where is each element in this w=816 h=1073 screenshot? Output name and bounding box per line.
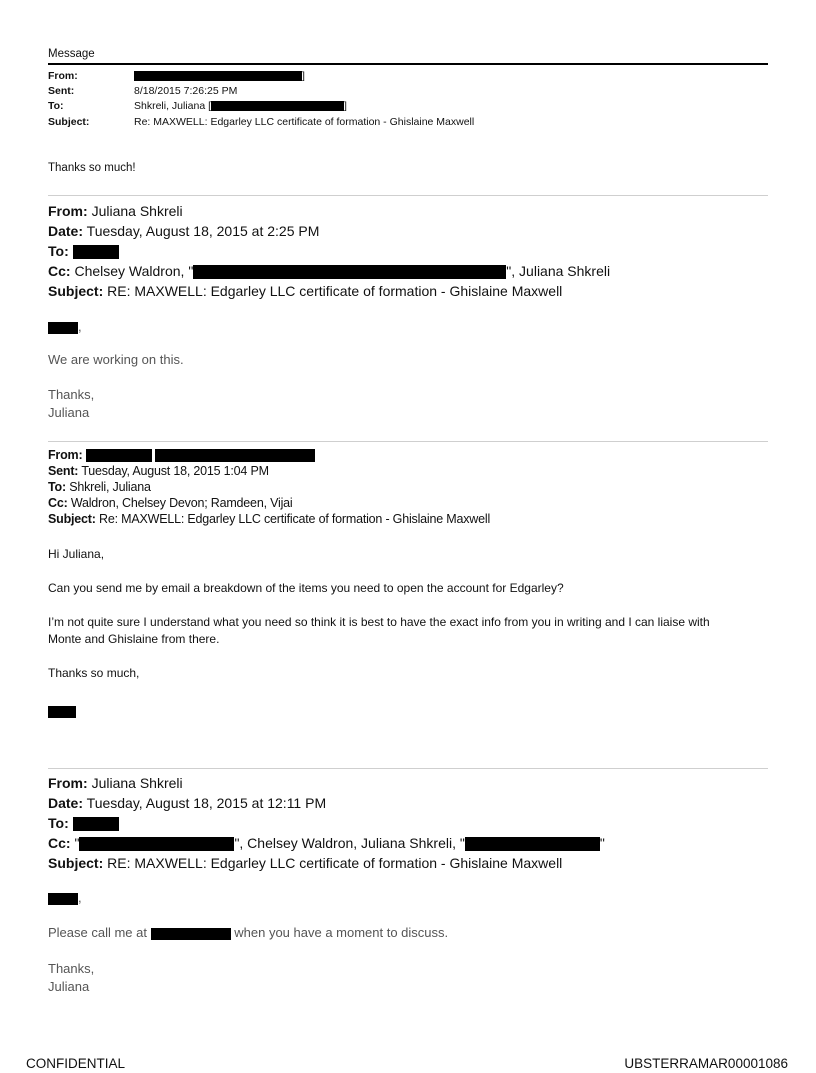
email2-from-label: From: bbox=[48, 203, 88, 219]
email3-cc-label: Cc: bbox=[48, 496, 68, 510]
email4-to-label: To: bbox=[48, 815, 69, 831]
email3-para2-line1: I’m not quite sure I understand what you need so think it is best to have the exact info from you in writing and I can liaise with bbox=[48, 615, 710, 629]
email2-signoff: Thanks, bbox=[48, 387, 95, 402]
email2-to-label: To: bbox=[48, 243, 69, 259]
redaction-bar bbox=[73, 817, 119, 831]
email2-date-label: Date: bbox=[48, 223, 84, 239]
header-from-row bbox=[48, 70, 768, 83]
email4-body-suffix: when you have a moment to discuss. bbox=[234, 925, 449, 940]
email4-subject-value: RE: MAXWELL: Edgarley LLC certificate of formation - Ghislaine Maxwell bbox=[107, 855, 563, 871]
email3-cc-value: Waldron, Chelsey Devon; Ramdeen, Vijai bbox=[70, 496, 293, 510]
redaction-bar bbox=[155, 449, 315, 462]
email3-sent-value: Tuesday, August 18, 2015 1:04 PM bbox=[81, 464, 269, 478]
email2-from-value: Juliana Shkreli bbox=[91, 203, 183, 219]
email3-sent-label: Sent: bbox=[48, 464, 79, 478]
email3-subject-label: Subject: bbox=[48, 512, 96, 526]
email3-para2-line2: Monte and Ghislaine from there. bbox=[48, 632, 220, 646]
footer-bates-number: UBSTERRAMAR00001086 bbox=[624, 1056, 788, 1071]
email4-greeting-suffix: , bbox=[78, 890, 82, 905]
email2-subject-label: Subject: bbox=[48, 283, 104, 299]
email2-cc-label: Cc: bbox=[48, 263, 71, 279]
email2-greeting bbox=[48, 319, 82, 334]
redaction-bar bbox=[465, 837, 600, 851]
email2-cc-prefix: Chelsey Waldron, " bbox=[74, 263, 194, 279]
email4-cc-suffix: " bbox=[599, 835, 605, 851]
email4-from-value: Juliana Shkreli bbox=[91, 775, 183, 791]
email4-date-label: Date: bbox=[48, 795, 84, 811]
header-subject-label: Subject: bbox=[48, 116, 90, 128]
redaction-bar bbox=[193, 265, 506, 279]
email4-from-label: From: bbox=[48, 775, 88, 791]
redaction-bar bbox=[48, 893, 78, 905]
header-from-label: From: bbox=[48, 70, 78, 82]
email4-cc-prefix: " bbox=[74, 835, 80, 851]
email3-subject-value: Re: MAXWELL: Edgarley LLC certificate of formation - Ghislaine Maxwell bbox=[99, 512, 491, 526]
divider bbox=[48, 441, 768, 442]
email4-date-value: Tuesday, August 18, 2015 at 12:11 PM bbox=[86, 795, 327, 811]
header-subject-value: Re: MAXWELL: Edgarley LLC certificate of formation - Ghislaine Maxwell bbox=[134, 116, 475, 128]
redaction-bar bbox=[79, 837, 234, 851]
email2-body: We are working on this. bbox=[48, 352, 184, 367]
email4-greeting bbox=[48, 890, 82, 905]
header-to-row bbox=[48, 100, 768, 113]
redaction-bar bbox=[211, 101, 344, 111]
email2-header bbox=[48, 201, 768, 301]
email4-cc-middle: ", Chelsey Waldron, Juliana Shkreli, " bbox=[234, 835, 465, 851]
email2-greeting-suffix: , bbox=[78, 319, 82, 334]
email2-date-value: Tuesday, August 18, 2015 at 2:25 PM bbox=[86, 223, 320, 239]
header-from-suffix: ] bbox=[302, 70, 305, 82]
email3-to-value: Shkreli, Juliana bbox=[69, 480, 151, 494]
redaction-bar bbox=[73, 245, 119, 259]
email2-subject-value: RE: MAXWELL: Edgarley LLC certificate of formation - Ghislaine Maxwell bbox=[107, 283, 563, 299]
reply-body: Thanks so much! bbox=[48, 162, 136, 174]
email3-para1: Can you send me by email a breakdown of the items you need to open the account for Edgarley? bbox=[48, 581, 564, 595]
footer-confidential: CONFIDENTIAL bbox=[26, 1056, 126, 1071]
email3-signoff: Thanks so much, bbox=[48, 666, 140, 680]
email4-subject-label: Subject: bbox=[48, 855, 104, 871]
email2-cc-suffix: ", Juliana Shkreli bbox=[506, 263, 611, 279]
header-to-label: To: bbox=[48, 100, 64, 112]
header-to-suffix: ] bbox=[344, 100, 347, 112]
header-sent-value: 8/18/2015 7:26:25 PM bbox=[134, 85, 238, 97]
email3-greeting: Hi Juliana, bbox=[48, 547, 105, 561]
header-sent-label: Sent: bbox=[48, 85, 75, 97]
email3-header bbox=[48, 447, 768, 527]
email4-header bbox=[48, 773, 768, 873]
divider bbox=[48, 768, 768, 769]
email2-signature: Juliana bbox=[48, 405, 90, 420]
redaction-bar bbox=[86, 449, 152, 462]
redaction-bar bbox=[151, 928, 231, 940]
email3-signature bbox=[48, 703, 76, 721]
header-divider bbox=[48, 63, 768, 65]
redaction-bar bbox=[134, 71, 302, 81]
email4-body bbox=[48, 925, 448, 940]
email4-signature: Juliana bbox=[48, 979, 90, 994]
message-title: Message bbox=[48, 48, 95, 60]
email4-signoff: Thanks, bbox=[48, 961, 95, 976]
redaction-bar bbox=[48, 706, 76, 718]
divider bbox=[48, 195, 768, 196]
email3-to-label: To: bbox=[48, 480, 66, 494]
header-subject-row bbox=[48, 116, 768, 129]
header-to-value: Shkreli, Juliana [ bbox=[134, 100, 212, 112]
redaction-bar bbox=[48, 322, 78, 334]
email4-body-prefix: Please call me at bbox=[48, 925, 147, 940]
header-sent-row bbox=[48, 85, 768, 98]
email4-cc-label: Cc: bbox=[48, 835, 71, 851]
email3-from-label: From: bbox=[48, 448, 83, 462]
